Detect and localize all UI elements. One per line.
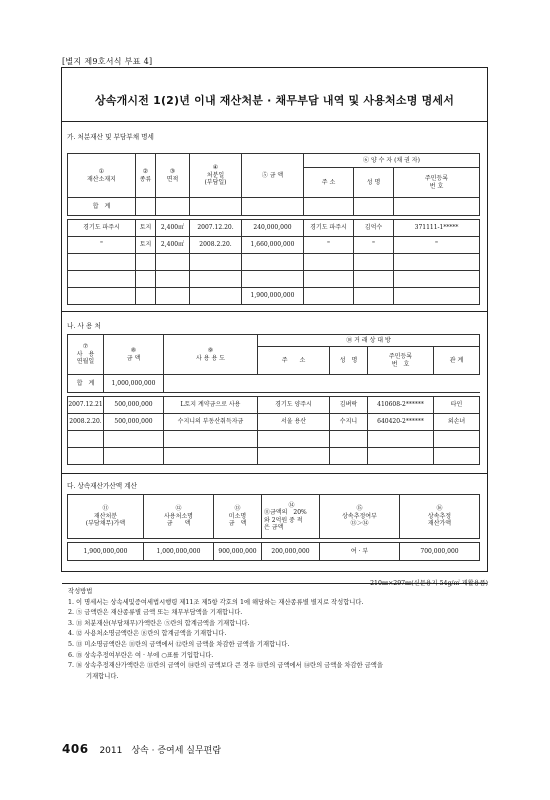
instruction-item: 3. ⑪ 처분재산(부담채무)가액란은 ⑤란의 합계금액을 기재합니다.	[68, 619, 250, 627]
instructions	[68, 587, 383, 682]
header-counterparty-id: 주민등록 번 호	[368, 347, 434, 375]
header-disposal-date: ④ 처분일 (부담일)	[190, 154, 242, 198]
instruction-item: 5. ⑬ 미소명금액란은 ⑪란의 금액에서 ⑫란의 금액을 차감한 금액을 기재합니다.	[68, 640, 290, 648]
instruction-item: 2. ⑤ 금액란은 재산종류별 금액 또는 채무부담액을 기재합니다.	[68, 609, 243, 617]
section-da-label: 다. 상속재산가산액 계산	[67, 482, 137, 490]
table-row: 1,900,000,000 1,000,000,000 900,000,000 200,000,000 여 · 부 700,000,000	[68, 543, 480, 561]
header-counterparty: ⑩ 거 래 상 대 방	[258, 335, 480, 347]
table-row	[68, 448, 480, 465]
header-lesser-amount: ⑭ ⑪금액의 20% 와 2억원 중 적 은 금액	[262, 495, 320, 539]
table-row	[68, 254, 480, 271]
document-title: 상속개시전 1(2)년 이내 재산처분 · 채무부담 내역 및 사용처소명 명세서	[94, 94, 455, 107]
usage-total-label: 합 계	[68, 375, 104, 393]
header-counterparty-address: 주 소	[258, 347, 330, 375]
calculation-table	[67, 494, 480, 561]
header-counterparty-name: 성 명	[330, 347, 368, 375]
table-row: 경기도 파주시 토지 2,400㎡ 2007.12.20. 240,000,000 경기도 파주시 김억수 371111-1*****	[68, 220, 480, 237]
instructions-heading: 작성방법	[68, 588, 93, 595]
header-disposal-value: ⑪ 재산처분 (부담채무)가액	[68, 495, 144, 539]
section-ga-label: 가. 처분재산 및 부담부채 명세	[67, 133, 154, 141]
total-label: 합 계	[68, 198, 136, 216]
header-transferee-id: 주민등록 번 호	[394, 168, 480, 198]
instruction-item-continued: 기재합니다.	[86, 672, 119, 680]
table-row: " 토지 2,400㎡ 2008.2.20. 1,660,000,000 " " "	[68, 237, 480, 254]
table-row: 2007.12.21 500,000,000 L토지 계약금으로 사용 경기도 양주시 김벼락 410608-2****** 타인	[68, 397, 480, 414]
usage-table	[67, 334, 480, 465]
header-presumed-value: ⑯ 상속추정 재산가액	[400, 495, 480, 539]
header-presumption: ⑮ 상속추정여부 ⑬＞⑭	[320, 495, 400, 539]
annex-label: [별지 제9호서식 부표 4]	[62, 57, 153, 66]
header-area: ③ 면적	[156, 154, 190, 198]
header-usage-amount: ⑧ 금 액	[104, 335, 164, 375]
header-amount: ⑤ 금 액	[242, 154, 304, 198]
table-row: 1,900,000,000	[68, 288, 480, 305]
section-na-label: 나. 사 용 처	[67, 322, 101, 330]
usage-total-value: 1,000,000,000	[104, 375, 164, 393]
paper-spec: 210㎜×297㎜(신문용지 54g/㎡ 재활용품)	[370, 580, 488, 587]
table-row	[68, 271, 480, 288]
disposal-table	[67, 153, 480, 305]
header-usage-date: ⑦ 사 용 연월일	[68, 335, 104, 375]
header-transferee: ⑥ 양 수 자 (채 권 자)	[304, 154, 480, 168]
table-row	[68, 431, 480, 448]
page-number: 406	[62, 742, 89, 756]
header-transferee-name: 성 명	[354, 168, 394, 198]
header-unexplained-amount: ⑬ 미소명 금 액	[214, 495, 262, 539]
presumption-choice[interactable]: 여 · 부	[320, 543, 400, 561]
title-divider	[62, 121, 487, 122]
header-explained-amount: ⑫ 사용처소명 금 액	[144, 495, 214, 539]
instruction-item: 6. ⑮ 상속추정여부란은 여 · 부에 ○표를 기입합니다.	[68, 651, 214, 659]
table-row: 2008.2.20. 500,000,000 수지니의 부동산취득자금 서울 용산 수지니 640420-2****** 외손녀	[68, 414, 480, 431]
instruction-item: 7. ⑯ 상속추정재산가액란은 ⑬란의 금액이 ⑭란의 금액보다 큰 경우 ⑬란의 금액에서 ⑭란의 금액을 차감한 금액을	[68, 662, 383, 670]
header-location: ① 재산소재지	[68, 154, 136, 198]
section-divider	[62, 311, 487, 312]
header-counterparty-relation: 관 계	[434, 347, 480, 375]
page-footer	[62, 742, 221, 756]
header-usage-purpose: ⑨ 사 용 용 도	[164, 335, 258, 375]
instruction-item: 1. 이 명세서는 상속세및증여세법시행령 제11조 제5항 각호의 1에 해당하는 재산종류별 별지로 작성합니다.	[68, 598, 364, 606]
book-title: 2011 상속 · 증여세 실무편람	[99, 746, 222, 756]
instruction-item: 4. ⑫ 사용처소명금액란은 ⑧란의 합계금액을 기재합니다.	[68, 630, 227, 638]
header-type: ② 종류	[136, 154, 156, 198]
section-divider	[62, 473, 487, 474]
header-transferee-address: 주 소	[304, 168, 354, 198]
